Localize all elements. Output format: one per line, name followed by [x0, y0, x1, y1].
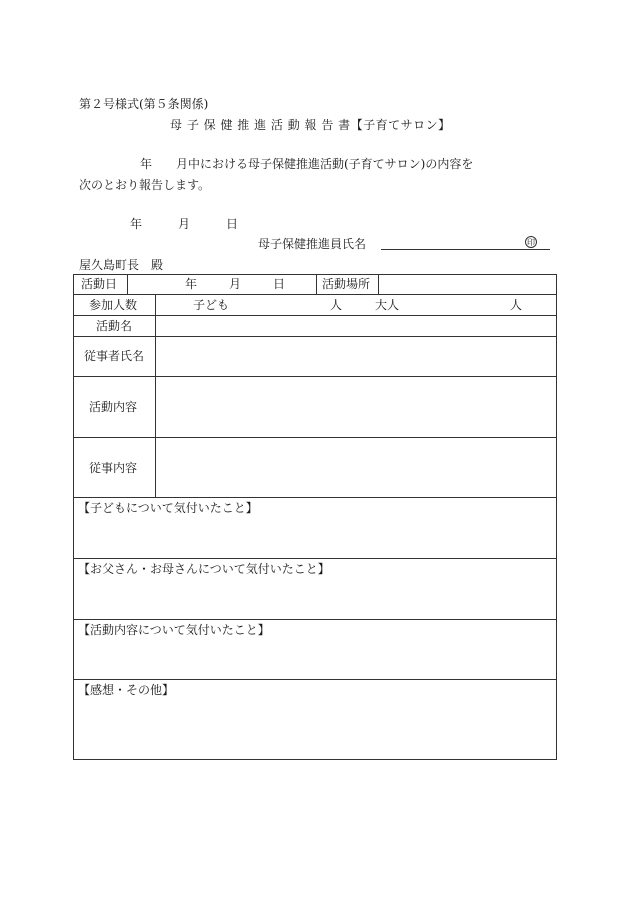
activity-date-label: 活動日 — [81, 277, 118, 291]
activity-name-label: 活動名 — [96, 319, 133, 333]
activity-content-label: 活動内容 — [89, 400, 138, 414]
notes-parents-label: 【お父さん・お母さんについて気付いたこと】 — [78, 562, 330, 576]
activity-date-year: 年 — [185, 277, 198, 291]
table-rule — [73, 336, 557, 337]
adults-unit: 人 — [510, 298, 523, 312]
seal-mark: 印 — [527, 238, 535, 247]
table-divider — [155, 294, 156, 498]
intro-line-1: 年 月中における母子保健推進活動(子育てサロン)の内容を — [140, 157, 474, 171]
adults-label: 大人 — [375, 298, 400, 312]
table-rule — [73, 679, 557, 680]
table-border-left — [73, 274, 74, 760]
notes-activity-label: 【活動内容について気付いたこと】 — [78, 623, 270, 637]
activity-content-field[interactable] — [157, 378, 554, 436]
report-date: 年 月 日 — [130, 217, 239, 231]
participants-label: 参加人数 — [89, 298, 138, 312]
notes-other-field[interactable] — [75, 699, 555, 758]
work-content-field[interactable] — [157, 439, 554, 496]
addressee: 屋久島町長 殿 — [79, 258, 164, 272]
activity-date-month: 月 — [229, 277, 242, 291]
table-rule — [73, 315, 557, 316]
table-rule — [73, 376, 557, 377]
table-rule — [73, 497, 557, 498]
work-content-label: 従事内容 — [89, 461, 138, 475]
table-rule — [73, 558, 557, 559]
report-form-table — [73, 274, 557, 760]
notes-children-label: 【子どもについて気付いたこと】 — [78, 501, 258, 515]
table-rule — [73, 619, 557, 620]
page-title: 母 子 保 健 推 進 活 動 報 告 書【子育てサロン】 — [170, 118, 451, 132]
table-divider — [378, 274, 379, 295]
children-label: 子ども — [193, 298, 230, 312]
form-number: 第２号様式(第５条関係) — [79, 97, 209, 111]
activity-name-field[interactable] — [157, 317, 554, 335]
table-border-right — [556, 274, 557, 760]
table-divider — [316, 274, 317, 295]
table-border-bottom — [73, 759, 557, 760]
member-name-field[interactable] — [381, 249, 550, 250]
table-divider — [127, 274, 128, 295]
notes-children-field[interactable] — [75, 517, 555, 557]
children-unit: 人 — [330, 298, 343, 312]
notes-activity-field[interactable] — [75, 639, 555, 678]
staff-names-label: 従事者氏名 — [84, 349, 145, 363]
staff-names-field[interactable] — [157, 338, 554, 375]
table-rule — [73, 437, 557, 438]
activity-place-field[interactable] — [380, 275, 554, 293]
activity-place-label: 活動場所 — [322, 277, 371, 291]
table-rule — [73, 294, 557, 295]
member-name-label: 母子保健推進員氏名 — [258, 237, 367, 251]
notes-parents-field[interactable] — [75, 578, 555, 618]
notes-other-label: 【感想・その他】 — [78, 683, 175, 697]
intro-line-2: 次のとおり報告します。 — [79, 178, 211, 192]
activity-date-day: 日 — [273, 277, 286, 291]
